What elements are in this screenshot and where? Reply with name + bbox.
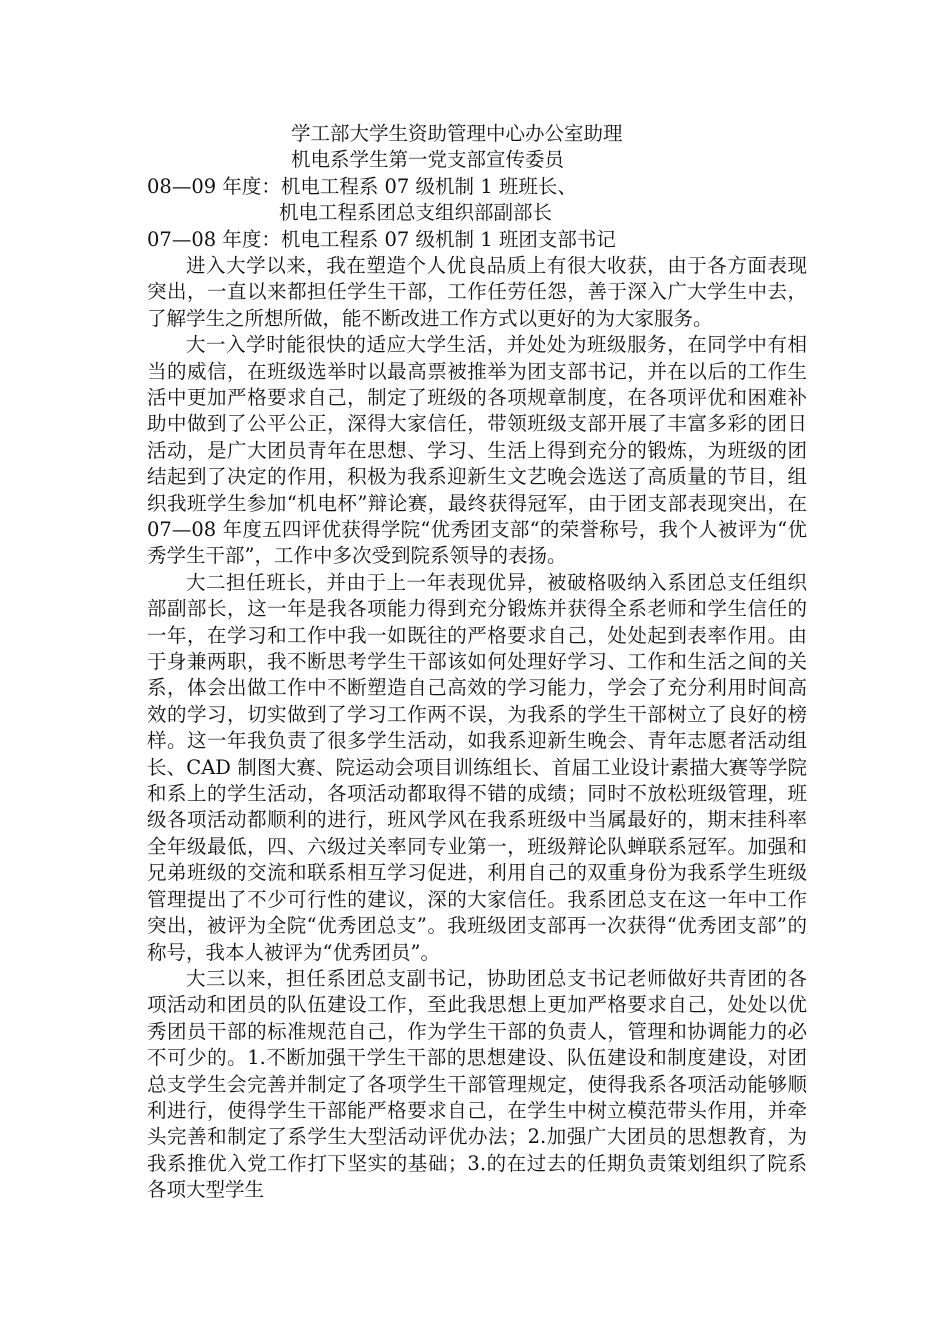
header-line-1: 学工部大学生资助管理中心办公室助理	[291, 122, 623, 145]
header-line-2: 机电系学生第一党支部宣传委员	[291, 148, 565, 172]
paragraph-3: 大二担任班长，并由于上一年表现优异，被破格吸纳入系团总支任组织部副部长，这一年是我各项能力得到充分锻炼并获得全系老师和学生信任的一年，在学习和工作中我一如既往的严格要求自己，处处起到表率作用。由于身兼两职，我不断思考学生干部该如何处理好学习、工作和生活之间的关系，体会出做工作中不断塑造自己高效的学习能力，学会了充分利用时间高效的学习，切实做到了学习工作两不误，为我系的学生干部树立了良好的榜样。这一年我负责了很多学生活动，如我系迎新生晚会、青年志愿者活动组长、CAD 制图大赛、院运动会项目训练组长、首届工业设计素描大赛等学院和系上的学生活动，各项活动都取得不错的成绩；同时不放松班级管理，班级各项活动都顺利的进行，班风学风在我系班级中当属最好的，期末挂科率全年级最低，四、六级过关率同专业第一，班级辩论队蝉联系冠军。加强和兄弟班级的交流和联系相互学习促进，利用自己的双重身份为我系学生班级管理提出了不少可行性的建议，深的大家信任。我系团总支在这一年中工作突出，被评为全院“优秀团总支”。我班级团支部再一次获得“优秀团支部”的称号，我本人被评为“优秀团员”。	[147, 570, 807, 964]
paragraph-1: 进入大学以来，我在塑造个人优良品质上有很大收获，由于各方面表现突出，一直以来都担任学生干部，工作任劳任怨，善于深入广大学生中去，了解学生之所想所做，能不断改进工作方式以更好的为大家服务。	[147, 253, 807, 330]
header-line-5: 07—08 年度：机电工程系 07 级机制 1 班团支部书记	[147, 227, 616, 251]
header-line-4: 机电工程系团总支组织部副部长	[279, 201, 553, 225]
paragraph-2: 大一入学时能很快的适应大学生活，并处处为班级服务，在同学中有相当的威信，在班级选举时以最高票被推举为团支部书记，并在以后的工作生活中更加严格要求自己，制定了班级的各项规章制度，在各项评优和困难补助中做到了公平公正，深得大家信任，带领班级支部开展了丰富多彩的团日活动，是广大团员青年在思想、学习、生活上得到充分的锻炼，为班级的团结起到了决定的作用，积极为我系迎新生文艺晚会选送了高质量的节目，组织我班学生参加“机电杯”辩论赛，最终获得冠军，由于团支部表现突出，在 07—08 年度五四评优获得学院“优秀团支部“的荣誉称号，我个人被评为“优秀学生干部”，工作中多次受到院系领导的表扬。	[147, 333, 807, 568]
header-line-3: 08—09 年度：机电工程系 07 级机制 1 班班长、	[147, 174, 577, 198]
paragraph-4: 大三以来，担任系团总支副书记，协助团总支书记老师做好共青团的各项活动和团员的队伍建设工作，至此我思想上更加严格要求自己，处处以优秀团员干部的标准规范自己，作为学生干部的负责人，管理和协调能力的必不可少的。1.不断加强干学生干部的思想建设、队伍建设和制度建设，对团总支学生会完善并制定了各项学生干部管理规定，使得我系各项活动能够顺利进行，使得学生干部能严格要求自己，在学生中树立模范带头作用，并牵头完善和制定了系学生大型活动评优办法；2.加强广大团员的思想教育，为我系推优入党工作打下坚实的基础；3.的在过去的任期负责策划组织了院系各项大型学生	[147, 966, 807, 1202]
document-body	[147, 121, 807, 1204]
